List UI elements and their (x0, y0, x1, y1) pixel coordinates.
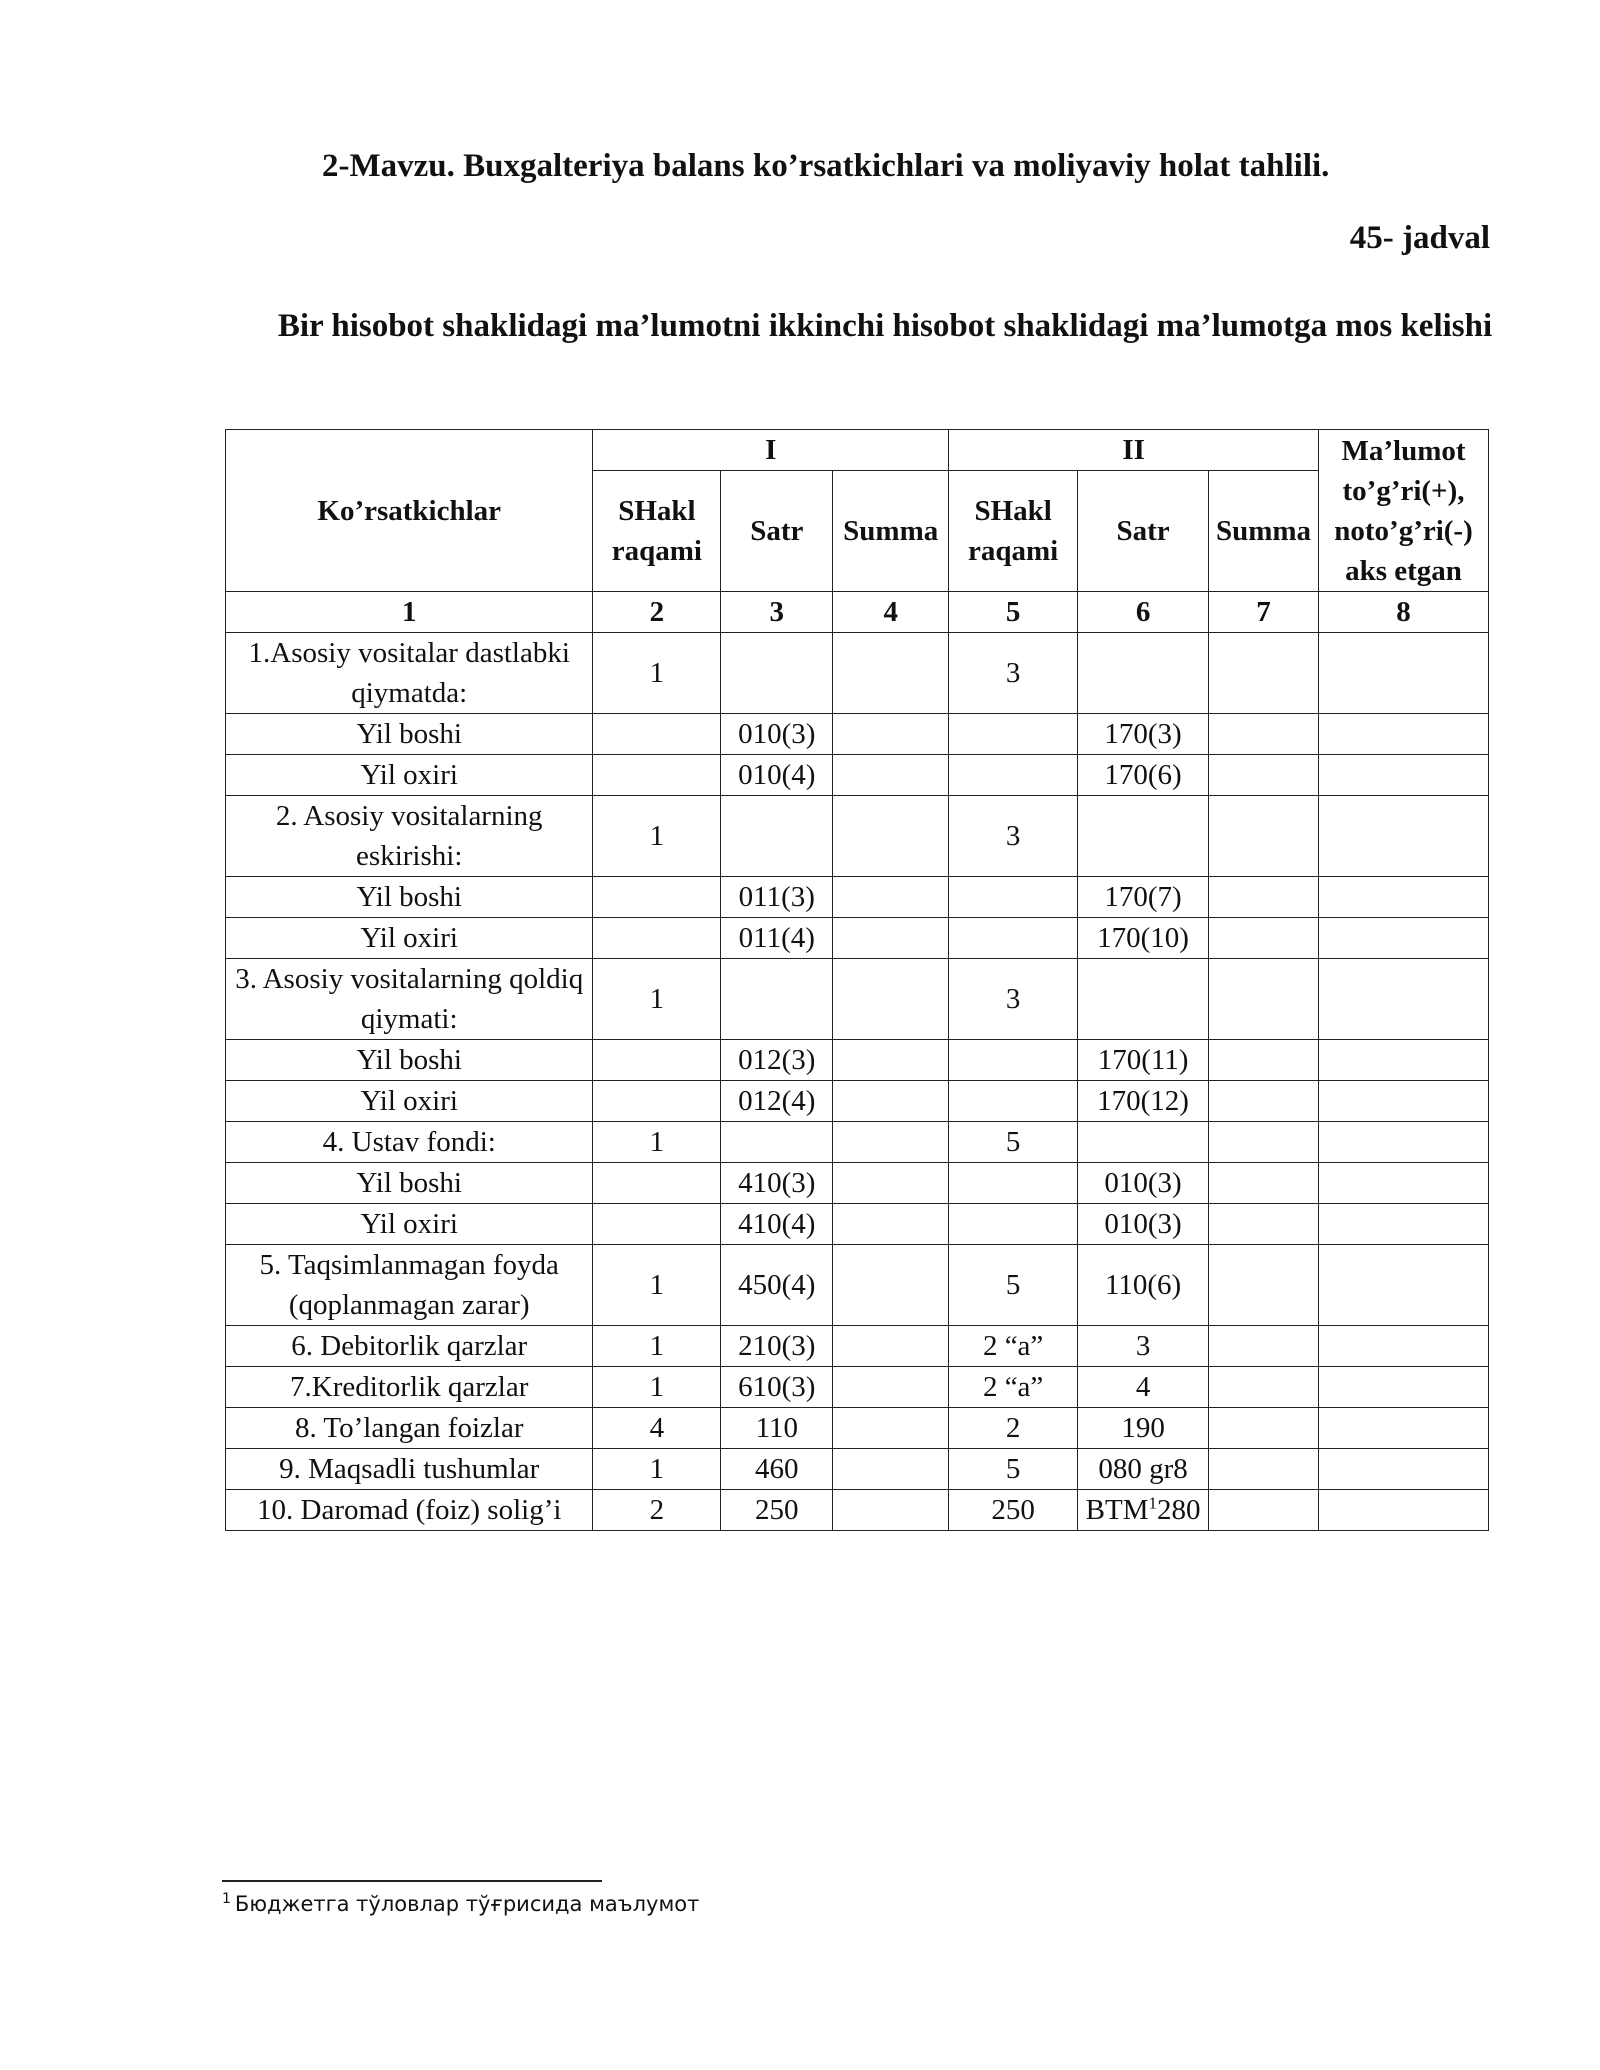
form-number-1-cell (593, 918, 721, 959)
header-row-2: Satr (1078, 471, 1209, 592)
row-1-cell: 410(3) (721, 1163, 833, 1204)
footnote-separator (222, 1880, 602, 1882)
table-row (226, 1122, 1489, 1163)
indicator-cell: Yil oxiri (226, 755, 593, 796)
sum-1-cell (833, 755, 949, 796)
row-1-cell (721, 1122, 833, 1163)
row-2-cell (1078, 1490, 1209, 1531)
row-2-cell (1078, 633, 1209, 714)
row-2-cell (1078, 796, 1209, 877)
form-number-2-cell: 3 (949, 633, 1078, 714)
sum-2-cell (1209, 755, 1319, 796)
correctness-cell (1319, 1245, 1489, 1326)
correctness-cell (1319, 1408, 1489, 1449)
sum-2-cell (1209, 918, 1319, 959)
sum-1-cell (833, 1326, 949, 1367)
row-1-cell: 012(3) (721, 1040, 833, 1081)
table-row (226, 755, 1489, 796)
indicator-cell: Yil oxiri (226, 1081, 593, 1122)
form-number-2-cell: 5 (949, 1245, 1078, 1326)
form-number-1-cell: 1 (593, 1449, 721, 1490)
form-number-1-cell (593, 877, 721, 918)
correctness-cell (1319, 918, 1489, 959)
correctness-cell (1319, 755, 1489, 796)
correctness-cell (1319, 1081, 1489, 1122)
table-row (226, 1326, 1489, 1367)
form-number-2-cell: 3 (949, 959, 1078, 1040)
row-2-text: BTM (1085, 1494, 1149, 1526)
form-number-2-cell: 250 (949, 1490, 1078, 1531)
sum-2-cell (1209, 633, 1319, 714)
indicator-cell: 6. Debitorlik qarzlar (226, 1326, 593, 1367)
sum-1-cell (833, 877, 949, 918)
indicator-cell: 1.Asosiy vositalar dastlabki qiymatda: (226, 633, 593, 714)
sum-2-cell (1209, 1408, 1319, 1449)
form-number-2-cell (949, 714, 1078, 755)
header-row-1: Satr (721, 471, 833, 592)
table-row (226, 1040, 1489, 1081)
sum-1-cell (833, 1367, 949, 1408)
row-2-cell: 170(10) (1078, 918, 1209, 959)
indicator-cell: 8. To’langan foizlar (226, 1408, 593, 1449)
header-form-number-2: SHakl raqami (949, 471, 1078, 592)
sum-2-cell (1209, 1122, 1319, 1163)
table-row (226, 1449, 1489, 1490)
row-1-cell: 250 (721, 1490, 833, 1531)
row-1-cell: 460 (721, 1449, 833, 1490)
row-2-cell (1078, 1122, 1209, 1163)
row-2-cell: 010(3) (1078, 1204, 1209, 1245)
row-1-cell: 210(3) (721, 1326, 833, 1367)
form-number-1-cell (593, 1204, 721, 1245)
sum-1-cell (833, 796, 949, 877)
row-1-cell (721, 633, 833, 714)
indicator-cell: 5. Taqsimlanmagan foyda (qoplanmagan zarar) (226, 1245, 593, 1326)
row-2-cell: 170(7) (1078, 877, 1209, 918)
sum-1-cell (833, 1408, 949, 1449)
correctness-cell (1319, 1204, 1489, 1245)
form-number-2-cell: 3 (949, 796, 1078, 877)
column-number: 1 (226, 592, 593, 633)
form-number-1-cell: 1 (593, 1122, 721, 1163)
sum-2-cell (1209, 1245, 1319, 1326)
table-row (226, 918, 1489, 959)
sum-1-cell (833, 1490, 949, 1531)
row-2-cell: 4 (1078, 1367, 1209, 1408)
footnote-marker: 1 (222, 1891, 231, 1907)
correctness-cell (1319, 877, 1489, 918)
table-caption: Bir hisobot shaklidagi ma’lumotni ikkinchi hisobot shaklidagi ma’lumotga mos kelishi (277, 308, 1493, 344)
sum-2-cell (1209, 877, 1319, 918)
form-number-1-cell (593, 1081, 721, 1122)
form-number-2-cell (949, 918, 1078, 959)
sum-1-cell (833, 959, 949, 1040)
form-number-1-cell: 1 (593, 1245, 721, 1326)
sum-2-cell (1209, 796, 1319, 877)
indicator-cell: 3. Asosiy vositalarning qoldiq qiymati: (226, 959, 593, 1040)
form-number-1-cell (593, 1163, 721, 1204)
sum-2-cell (1209, 1326, 1319, 1367)
sum-1-cell (833, 918, 949, 959)
form-number-2-cell: 2 “a” (949, 1367, 1078, 1408)
page-title: 2-Mavzu. Buxgalteriya balans ko’rsatkichlari va moliyaviy holat tahlili. (322, 148, 1330, 184)
sum-2-cell (1209, 1081, 1319, 1122)
row-2-cell: 170(11) (1078, 1040, 1209, 1081)
row-2-cell: 3 (1078, 1326, 1209, 1367)
correctness-cell (1319, 714, 1489, 755)
form-number-1-cell: 1 (593, 633, 721, 714)
sum-1-cell (833, 633, 949, 714)
header-form-number-1: SHakl raqami (593, 471, 721, 592)
correctness-cell (1319, 1326, 1489, 1367)
sum-2-cell (1209, 1449, 1319, 1490)
form-number-1-cell: 1 (593, 959, 721, 1040)
correctness-cell (1319, 1449, 1489, 1490)
sum-2-cell (1209, 1163, 1319, 1204)
reconciliation-table (225, 429, 1489, 1531)
indicator-cell: Yil oxiri (226, 918, 593, 959)
table-body (226, 633, 1489, 1531)
row-1-cell: 450(4) (721, 1245, 833, 1326)
table-row (226, 1408, 1489, 1449)
table-row (226, 1367, 1489, 1408)
indicator-cell: Yil boshi (226, 877, 593, 918)
row-2-cell: 170(12) (1078, 1081, 1209, 1122)
header-sum-2: Summa (1209, 471, 1319, 592)
table-row (226, 714, 1489, 755)
row-1-cell: 011(4) (721, 918, 833, 959)
form-number-2-cell: 2 (949, 1408, 1078, 1449)
table-row (226, 1490, 1489, 1531)
sum-2-cell (1209, 1490, 1319, 1531)
row-1-cell: 010(3) (721, 714, 833, 755)
sum-1-cell (833, 714, 949, 755)
table-row (226, 1204, 1489, 1245)
column-number-row (226, 592, 1489, 633)
header-group-1: I (593, 430, 949, 471)
sum-2-cell (1209, 959, 1319, 1040)
row-2-cell: 110(6) (1078, 1245, 1209, 1326)
row-1-cell (721, 959, 833, 1040)
row-2-cell: 170(3) (1078, 714, 1209, 755)
correctness-cell (1319, 1490, 1489, 1531)
header-sum-1: Summa (833, 471, 949, 592)
correctness-cell (1319, 1122, 1489, 1163)
sum-2-cell (1209, 1040, 1319, 1081)
sum-2-cell (1209, 1367, 1319, 1408)
indicator-cell: 4. Ustav fondi: (226, 1122, 593, 1163)
sum-2-cell (1209, 714, 1319, 755)
form-number-2-cell: 2 “a” (949, 1326, 1078, 1367)
row-1-cell: 610(3) (721, 1367, 833, 1408)
table-row (226, 1163, 1489, 1204)
indicator-cell: Yil boshi (226, 714, 593, 755)
indicator-cell: Yil boshi (226, 1040, 593, 1081)
column-number: 5 (949, 592, 1078, 633)
form-number-1-cell (593, 714, 721, 755)
form-number-1-cell (593, 1040, 721, 1081)
table-row (226, 877, 1489, 918)
row-2-cell (1078, 959, 1209, 1040)
indicator-cell: 10. Daromad (foiz) solig’i (226, 1490, 593, 1531)
form-number-2-cell (949, 755, 1078, 796)
correctness-cell (1319, 1040, 1489, 1081)
sum-1-cell (833, 1163, 949, 1204)
footnote (222, 1892, 699, 1916)
indicator-cell: Yil boshi (226, 1163, 593, 1204)
sum-1-cell (833, 1081, 949, 1122)
column-number: 6 (1078, 592, 1209, 633)
row-1-cell: 012(4) (721, 1081, 833, 1122)
indicator-cell: 7.Kreditorlik qarzlar (226, 1367, 593, 1408)
form-number-2-cell (949, 1081, 1078, 1122)
row-2-cell: 190 (1078, 1408, 1209, 1449)
form-number-2-cell (949, 1204, 1078, 1245)
row-2-cell: 170(6) (1078, 755, 1209, 796)
form-number-1-cell: 4 (593, 1408, 721, 1449)
column-number: 7 (1209, 592, 1319, 633)
form-number-1-cell: 2 (593, 1490, 721, 1531)
table-number: 45- jadval (1349, 220, 1490, 256)
table-row (226, 633, 1489, 714)
row-1-cell (721, 796, 833, 877)
correctness-cell (1319, 959, 1489, 1040)
form-number-2-cell (949, 1040, 1078, 1081)
row-1-cell: 410(4) (721, 1204, 833, 1245)
form-number-2-cell: 5 (949, 1122, 1078, 1163)
form-number-2-cell: 5 (949, 1449, 1078, 1490)
correctness-cell (1319, 1163, 1489, 1204)
row-1-cell: 010(4) (721, 755, 833, 796)
row-2-cell: 010(3) (1078, 1163, 1209, 1204)
row-2-text-after: 280 (1156, 1494, 1201, 1526)
table-row (226, 959, 1489, 1040)
sum-1-cell (833, 1040, 949, 1081)
form-number-1-cell: 1 (593, 796, 721, 877)
form-number-1-cell (593, 755, 721, 796)
row-1-cell: 110 (721, 1408, 833, 1449)
header-correctness: Ma’lumot to’g’ri(+), noto’g’ri(-) aks etgan (1319, 430, 1489, 592)
form-number-2-cell (949, 1163, 1078, 1204)
sum-1-cell (833, 1122, 949, 1163)
column-number: 3 (721, 592, 833, 633)
header-indicators: Ko’rsatkichlar (226, 430, 593, 592)
sum-1-cell (833, 1449, 949, 1490)
row-2-cell: 080 gr8 (1078, 1449, 1209, 1490)
column-number: 4 (833, 592, 949, 633)
form-number-1-cell: 1 (593, 1326, 721, 1367)
correctness-cell (1319, 633, 1489, 714)
sum-2-cell (1209, 1204, 1319, 1245)
correctness-cell (1319, 1367, 1489, 1408)
column-number: 8 (1319, 592, 1489, 633)
table-row (226, 796, 1489, 877)
column-number: 2 (593, 592, 721, 633)
indicator-cell: 2. Asosiy vositalarning eskirishi: (226, 796, 593, 877)
footnote-reference[interactable]: 1 (1148, 1493, 1157, 1513)
sum-1-cell (833, 1245, 949, 1326)
correctness-cell (1319, 796, 1489, 877)
form-number-2-cell (949, 877, 1078, 918)
form-number-1-cell: 1 (593, 1367, 721, 1408)
header-group-2: II (949, 430, 1319, 471)
indicator-cell: Yil oxiri (226, 1204, 593, 1245)
row-1-cell: 011(3) (721, 877, 833, 918)
sum-1-cell (833, 1204, 949, 1245)
indicator-cell: 9. Maqsadli tushumlar (226, 1449, 593, 1490)
footnote-text: Бюджетга тўловлар тўғрисида маълумот (234, 1892, 700, 1916)
table-row (226, 1245, 1489, 1326)
table-row (226, 1081, 1489, 1122)
